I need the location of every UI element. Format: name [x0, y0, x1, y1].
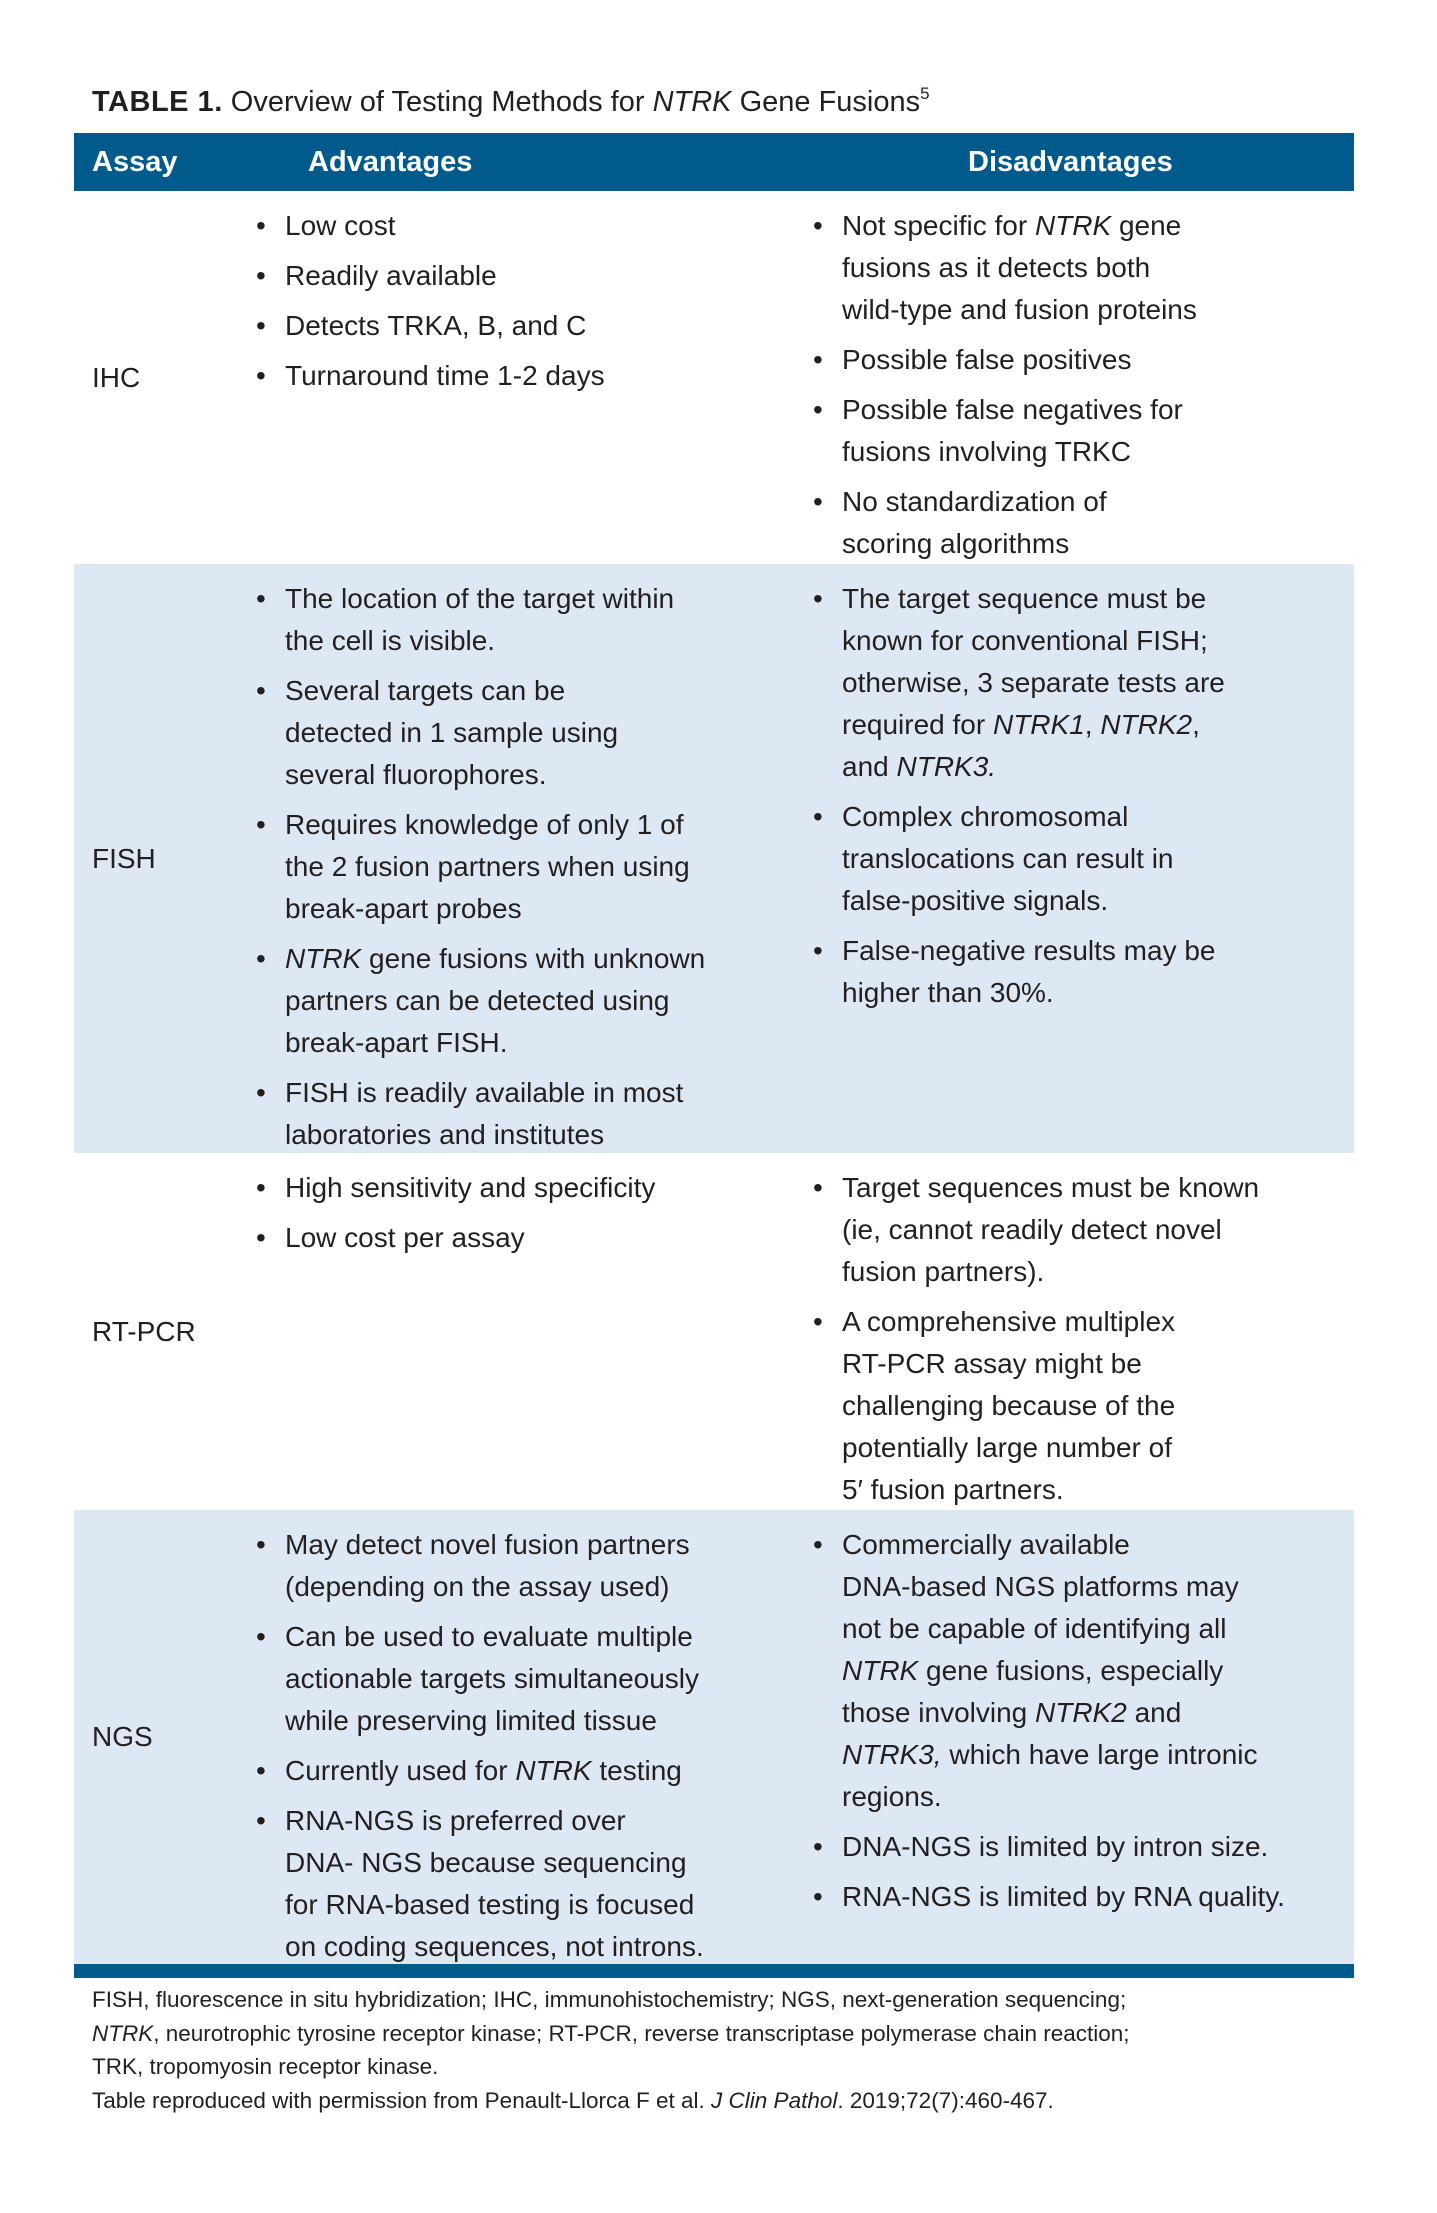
bullet-item [238, 305, 858, 347]
item-text: Readily available [285, 260, 497, 291]
bullet-item [238, 938, 858, 1064]
footnote-line [92, 2017, 1130, 2051]
advantages-cell [238, 578, 858, 1164]
item-text: Detects TRKA, B, and C [285, 310, 587, 341]
item-text: Currently used for [285, 1755, 516, 1786]
bullet-item [238, 1616, 858, 1742]
disadvantages-cell [795, 1524, 1355, 1926]
item-text: The target sequence must be known for conventional FISH; otherwise, 3 separate tests are required for [842, 583, 1225, 740]
title-reference: 5 [920, 84, 930, 103]
bullet-item [238, 578, 858, 662]
table-row-ngs [74, 1510, 1354, 1964]
item-text: RNA-NGS is limited by RNA quality. [842, 1881, 1285, 1912]
bullet-item [238, 670, 858, 796]
bullet-item [795, 1301, 1355, 1511]
citation-details: . 2019;72(7):460-467. [837, 2087, 1054, 2113]
item-text: No standardization of scoring algorithms [842, 486, 1107, 559]
gene-name: NTRK1 [992, 709, 1085, 740]
bullet-item [238, 1167, 858, 1209]
item-text: which have large intronic regions. [842, 1739, 1258, 1812]
bullet-item [238, 1217, 858, 1259]
citation-text: Table reproduced with permission from Penault-Llorca F et al. [92, 2087, 712, 2113]
assay-name: RT-PCR [92, 1315, 196, 1347]
item-text: A comprehensive multiplex RT-PCR assay might be challenging because of the potentially large number of 5′ fusion partners. [842, 1306, 1176, 1505]
item-text: May detect novel fusion partners (depending on the assay used) [285, 1529, 690, 1602]
table-row-fish [74, 564, 1354, 1153]
assay-name: FISH [92, 842, 156, 874]
bullet-item [795, 1876, 1355, 1918]
bullet-item [795, 1524, 1355, 1818]
bullet-item [795, 1826, 1355, 1868]
assay-name: NGS [92, 1721, 153, 1752]
advantages-cell [238, 1524, 858, 1976]
disadvantages-cell [795, 205, 1355, 573]
item-text: gene fusions with unknown partners can be detected using break-apart FISH. [285, 943, 706, 1058]
item-text: and [1134, 1697, 1182, 1728]
item-text: gene fusions, especially those involving [842, 1655, 1224, 1728]
disadvantages-list [795, 1167, 1355, 1511]
item-text: RNA-NGS is preferred over DNA- NGS because sequencing for RNA-based testing is focused on coding sequences, not introns. [285, 1805, 704, 1962]
item-text: DNA-NGS is limited by intron size. [842, 1831, 1269, 1862]
bullet-item [238, 1750, 858, 1792]
item-text: The location of the target within the cell is visible. [285, 583, 675, 656]
item-text: High sensitivity and specificity [285, 1172, 656, 1203]
title-text-end: Gene Fusions [731, 86, 921, 118]
header-assay: Assay [92, 146, 178, 178]
bullet-item [238, 355, 858, 397]
footnote-citation [92, 2084, 1130, 2118]
assay-name: IHC [92, 361, 141, 393]
footnote-line: TRK, tropomyosin receptor kinase. [92, 2054, 439, 2079]
item-text: Target sequences must be known (ie, cannot readily detect novel fusion partners). [842, 1172, 1260, 1287]
testing-methods-table [74, 133, 1354, 1978]
gene-name: NTRK [515, 1755, 592, 1786]
table-title [92, 86, 930, 119]
gene-name: NTRK2 [1035, 1697, 1127, 1728]
table-label: TABLE 1. [92, 86, 223, 118]
item-text: testing [591, 1755, 682, 1786]
item-text: Several targets can be detected in 1 sample using several fluorophores. [285, 675, 619, 790]
bullet-item [795, 796, 1355, 922]
gene-name: NTRK [842, 1655, 919, 1686]
citation-journal: J Clin Pathol [711, 2087, 838, 2113]
gene-name: NTRK [285, 943, 362, 974]
footnote-gene: NTRK [92, 2020, 154, 2046]
item-text: , [1084, 709, 1101, 740]
item-text: , and [842, 709, 1200, 782]
bullet-item [795, 930, 1355, 1014]
advantages-cell [238, 1167, 858, 1267]
disadvantages-list [795, 205, 1355, 565]
table-header [74, 133, 1354, 191]
item-text: Complex chromosomal translocations can result in false-positive signals. [842, 801, 1174, 916]
advantages-list [238, 578, 858, 1156]
advantages-list [238, 1524, 858, 1968]
item-text: Low cost per assay [285, 1222, 525, 1253]
bullet-item [238, 804, 858, 930]
bullet-item [238, 205, 858, 247]
item-text: FISH is readily available in most laboratories and institutes [285, 1077, 684, 1150]
table-row-rt-pcr [74, 1153, 1354, 1510]
bullet-item [795, 481, 1355, 565]
table-footnote [92, 1983, 1130, 2117]
bullet-item [795, 205, 1355, 331]
table-row-ihc [74, 191, 1354, 564]
gene-name: NTRK3. [896, 751, 997, 782]
header-disadvantages: Disadvantages [968, 146, 1173, 178]
header-advantages: Advantages [308, 146, 473, 178]
bullet-item [795, 389, 1355, 473]
bullet-item [238, 1800, 858, 1968]
advantages-list [238, 1167, 858, 1259]
disadvantages-list [795, 1524, 1355, 1918]
title-text: Overview of Testing Methods for [222, 86, 653, 118]
item-text: Low cost [285, 210, 396, 241]
item-text: Possible false negatives for fusions involving TRKC [842, 394, 1183, 467]
gene-name: NTRK [1034, 210, 1112, 241]
item-text: False-negative results may be higher than 30%. [842, 935, 1216, 1008]
advantages-cell [238, 205, 858, 405]
advantages-list [238, 205, 858, 397]
bullet-item [238, 255, 858, 297]
item-text: Turnaround time 1-2 days [285, 360, 605, 391]
disadvantages-cell [795, 1167, 1355, 1519]
item-text: Requires knowledge of only 1 of the 2 fusion partners when using break-apart probes [285, 809, 690, 924]
bullet-item [238, 1524, 858, 1608]
bullet-item [795, 339, 1355, 381]
item-text: Not specific for [842, 210, 1035, 241]
footnote-text: , neurotrophic tyrosine receptor kinase; RT-PCR, reverse transcriptase polymerase chain reaction; [153, 2020, 1130, 2046]
item-text: Possible false positives [842, 344, 1132, 375]
item-text: gene fusions as it detects both wild-type and fusion proteins [842, 210, 1197, 325]
bullet-item [795, 1167, 1355, 1293]
item-text: Commercially available DNA-based NGS platforms may not be capable of identifying all [842, 1529, 1239, 1644]
item-text: Can be used to evaluate multiple actionable targets simultaneously while preserving limited tissue [285, 1621, 700, 1736]
disadvantages-cell [795, 578, 1355, 1022]
bullet-item [238, 1072, 858, 1156]
footnote-line: FISH, fluorescence in situ hybridization; IHC, immunohistochemistry; NGS, next-generation sequencing; [92, 1987, 1127, 2012]
disadvantages-list [795, 578, 1355, 1014]
title-gene: NTRK [652, 86, 732, 118]
bullet-item [795, 578, 1355, 788]
gene-name: NTRK3, [842, 1739, 942, 1770]
gene-name: NTRK2 [1100, 709, 1193, 740]
